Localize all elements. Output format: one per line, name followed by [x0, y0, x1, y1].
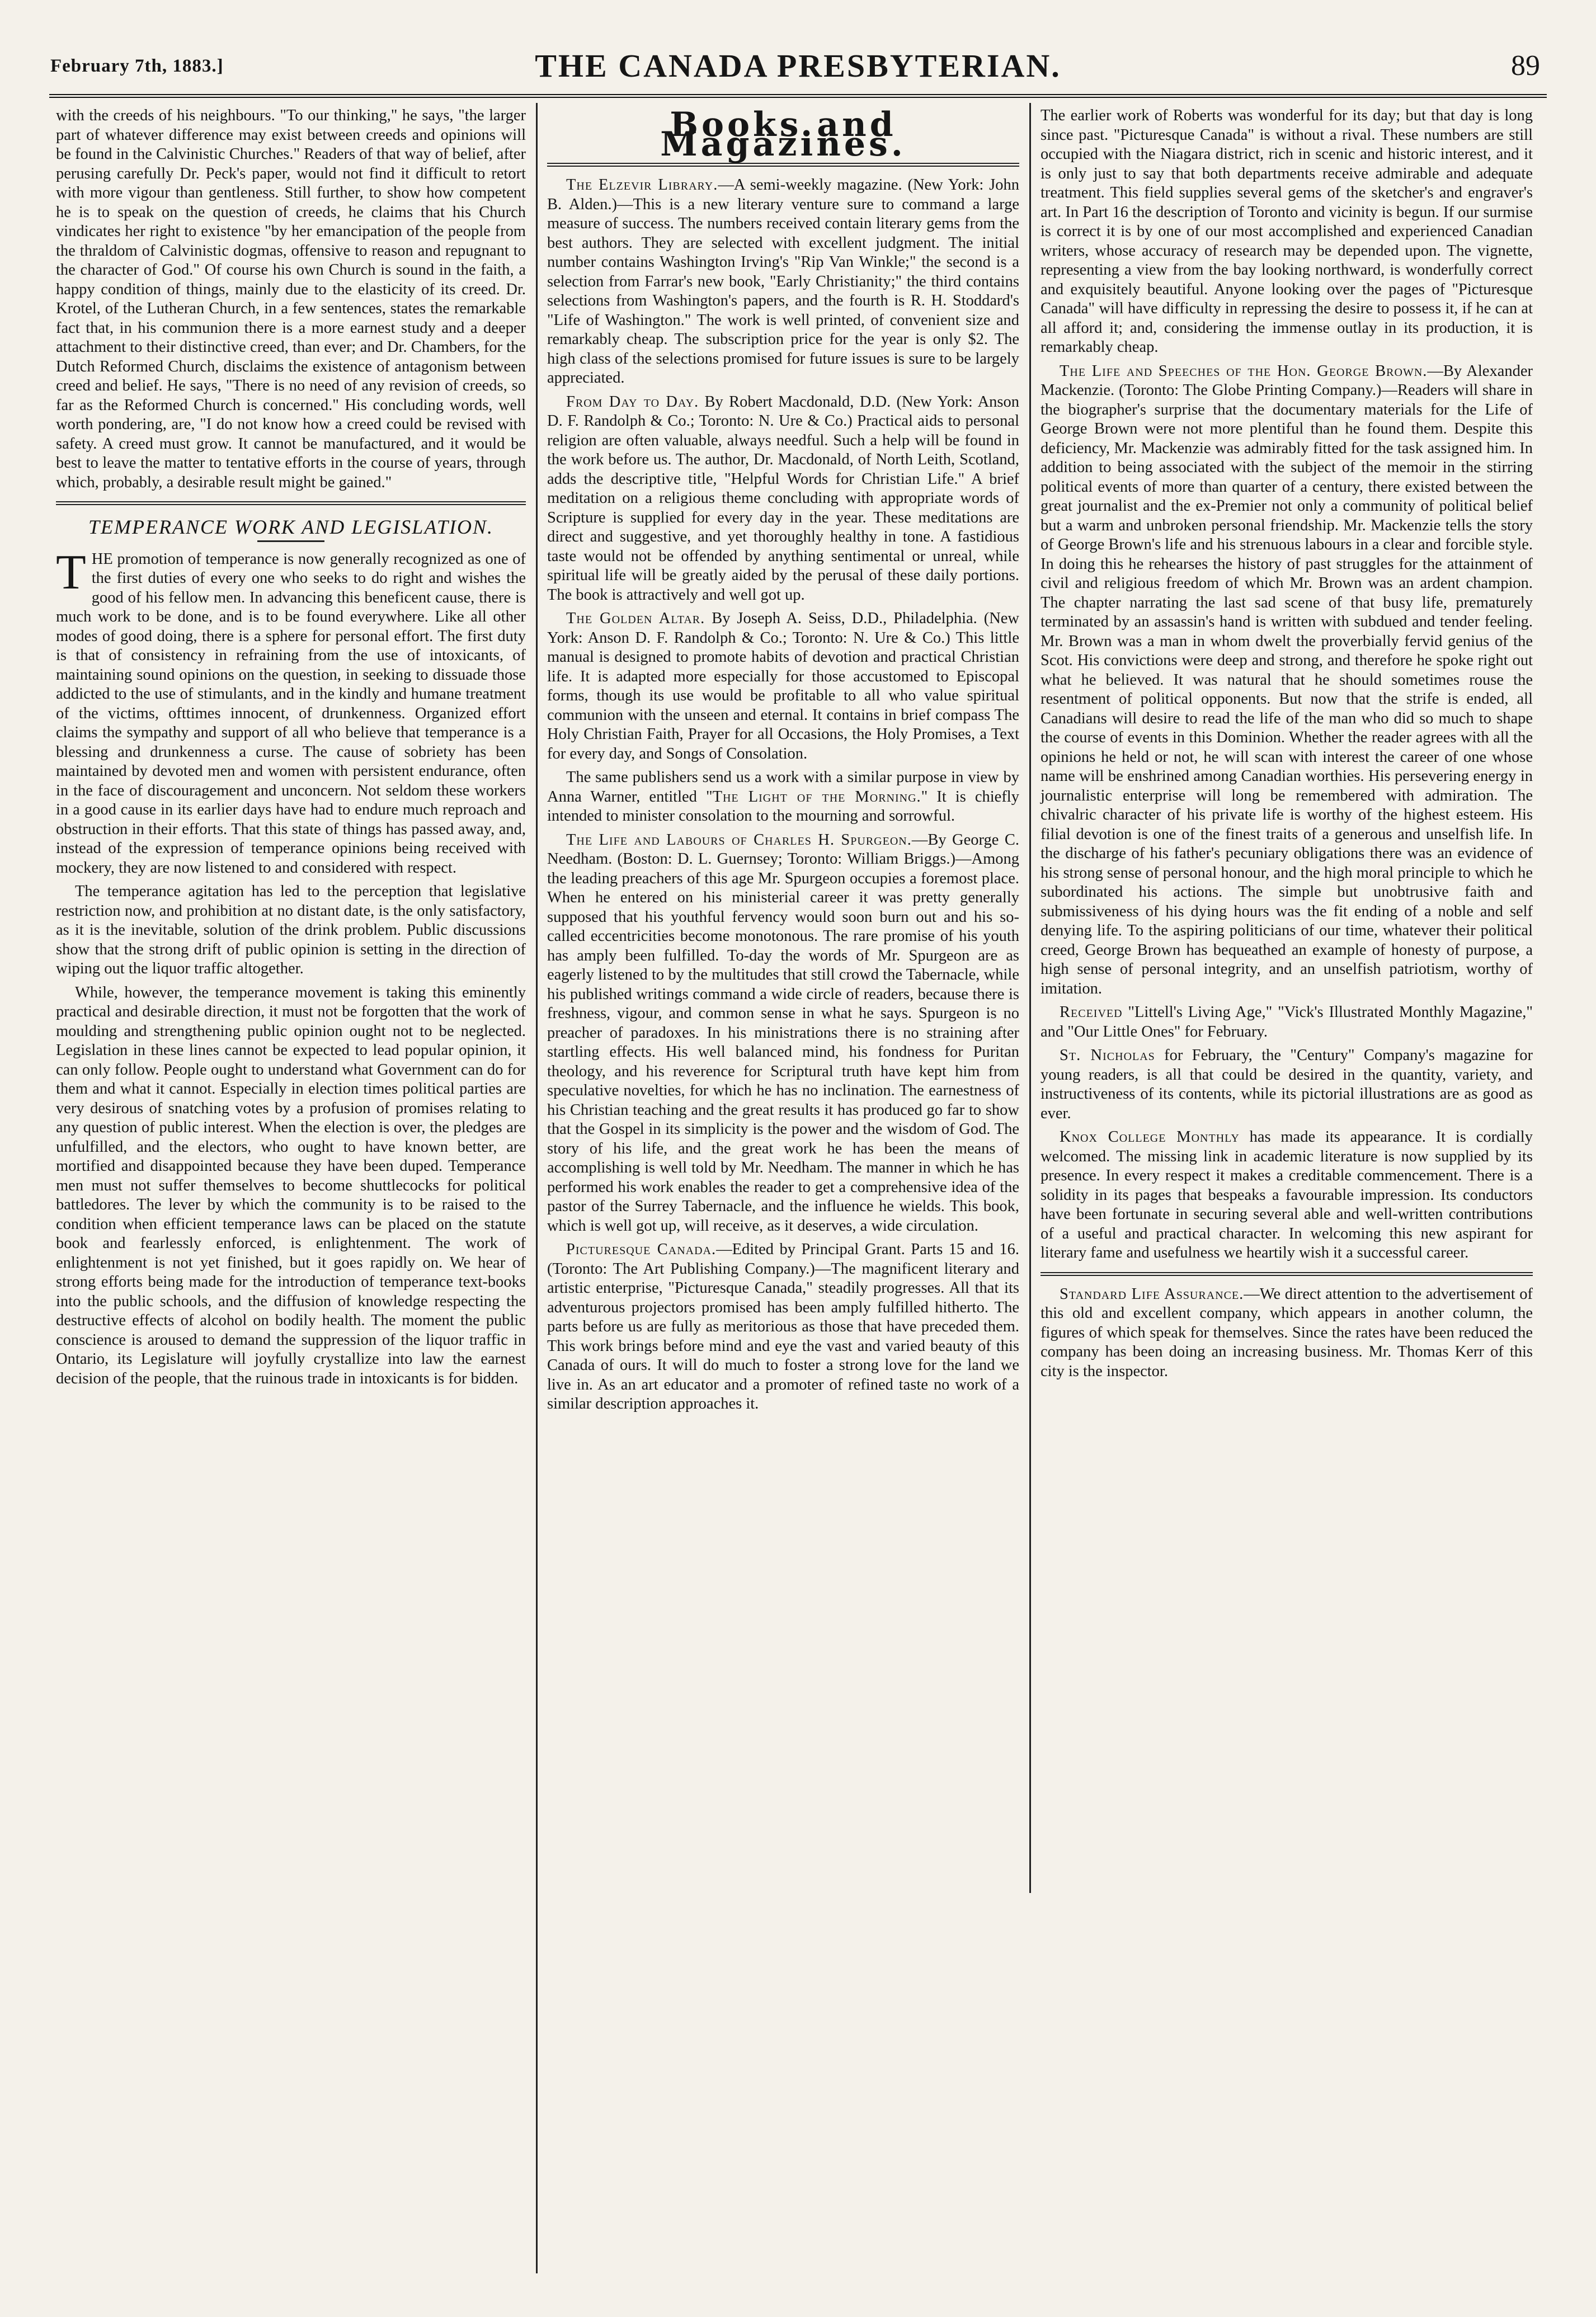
column-1	[56, 106, 526, 1393]
drop-cap: T	[56, 545, 86, 600]
temperance-paragraph-3: While, however, the temperance movement is taking this eminently practical and desirable direction, it must not be forgotten that the work of moulding and strengthening public opinion ought not to be neglected. Legislation in these lines cannot be expected to lead popular opinion, it can only follow. People ought to understand what Government can do for them and what it cannot. Especially in election times political parties are very desirous of snatching votes by a profusion of promises relating to any question of public interest. When the election is over, the pledges are unfulfilled, and the electors, who ought to have known better, are mortified and disappointed because they have been duped. Temperance men must not suffer themselves to become shuttlecocks for political battledores. The lever by which the community is to be raised to the condition when efficient temperance laws can be placed on the statute book and fearlessly enforced, is enlightenment. The work of enlightenment is not yet finished, but it goes rapidly on. We hear of strong efforts being made for the introduction of temperance text-books into the public schools, and the diffusion of knowledge respecting the destructive effects of alcohol on bodily health. The moment the public conscience is aroused to demand the suppression of the liquor traffic in Ontario, its Legislature will joyfully crystallize into law the earnest decision of the people, that the ruinous trade in intoxicants is for bidden.	[56, 983, 526, 1387]
column-3	[1041, 106, 1533, 1386]
column-rule-right	[1029, 103, 1031, 1893]
review-picturesque-canada: Picturesque Canada.—Edited by Principal Grant. Parts 15 and 16. (Toronto: The Art Publishing Company.)—The magnificent literary and artistic enterprise, "Picturesque Canada," steadily progresses. All that its adventurous projectors promised has been amply fulfilled hitherto. The parts before us are fully as meritorious as those that have preceded them. This work brings before mind and eye the vast and varied beauty of this Canada of ours. It will do much to foster a strong love for the land we live in. As an art educator and a promoter of refined taste no work of a similar description approaches it.	[547, 1241, 1019, 1412]
notice-standard-life: Standard Life Assurance.—We direct attention to the advertisement of this old and excellent company, which appears in another column, the figures of which speak for themselves. Since the rates have been reduced the company has been doing an increasing business. Mr. Thomas Kerr of this city is the inspector.	[1041, 1285, 1533, 1380]
review-george-brown: The Life and Speeches of the Hon. George Brown.—By Alexander Mackenzie. (Toronto: The Globe Printing Company.)—Readers will share in the biographer's surprise that the documentary materials for the Life of George Brown were not more plentiful than he found them. Despite this deficiency, Mr. Mackenzie was admirably fitted for the task assigned him. In addition to being associated with the subject of the memoir in the stirring political events of more than quarter of a century, there existed between the great journalist and the ex-Premier not only a community of political belief but a warm and unbroken personal friendship. Mr. Mackenzie tells the story of George Brown's life and his strenuous labours in a clear and forcible style. In doing this he rehearses the history of past struggles for the attainment of civil and religious freedom of which Mr. Brown was an ardent champion. The chapter narrating the last sad scene of that busy life, prematurely terminated by an assassin's hand is written with subdued and tender feeling. Mr. Brown was a man in whom dwelt the proverbially fervid genius of the Scot. His convictions were deep and strong, and therefore he spoke right out what he believed. It was natural that he should sometimes rouse the resentment of political opponents. But now that the strife is ended, all Canadians will desire to read the life of the man who did so much to shape the course of events in this Dominion. Whether the reader agrees with all the opinions he held or not, he will scan with interest the career of one whose name will be enshrined among Canadian worthies. His persevering energy in journalistic enterprise will long be remembered with admiration. The chivalric character of his private life is worthy of the highest esteem. His filial devotion is one of the finest traits of a generous and unselfish life. In the discharge of his father's pecuniary obligations there was an evidence of his strong sense of personal honour, and the high moral principle to which he subordinated his actions. The simple but unobtrusive faith and submissiveness of his dying hours was the fit ending of a noble and self denying life. To the aspiring politicians of our time, whatever their political creed, George Brown has bequeathed an example of honesty of purpose, a high sense of personal integrity, and an unselfish patriotism, worthy of imitation.	[1041, 362, 1533, 997]
temperance-paragraph-1: THE promotion of temperance is now generally recognized as one of the first duties of every one who seeks to do right and wishes the good of his fellow men. In advancing this beneficent cause, there is much work to be done, and is to be found everywhere. Like all other modes of good doing, there is a sphere for personal effort. The first duty is that of consistency in refraining from the use of intoxicants, of maintaining sound opinions on the question, in seeking to dissuade those addicted to the use of stimulants, and in the kindly and humane treatment of the victims, ofttimes innocent, of drunkenness. Organized effort claims the sympathy and support of all who believe that temperance is a blessing and drunkenness a curse. The cause of sobriety has been maintained by devoted men and women with persistent endurance, often in the face of discouragement and unconcern. Not seldom these workers in a good cause in its earlier days have had to endure much reproach and obstruction in their efforts. That this state of things has passed away, and, instead of the expression of temperance opinions being received with mockery, they are now listened to and considered with respect.	[56, 545, 526, 877]
picturesque-canada-continued: The earlier work of Roberts was wonderful for its day; but that day is long since past. "Picturesque Canada" is without a rival. These numbers are still occupied with the Niagara district, rich in scenic and historic interest, and it is only just to say that both departments receive admirable and adequate treatment. This field supplies several gems of the sketcher's and engraver's art. In Part 16 the description of Toronto and vicinity is begun. If our surmise is correct it is by one of our most accomplished and experienced Canadian writers, whose accuracy of research may be depended upon. The vignette, representing a view from the bay looking northward, is wonderfully correct and exquisitely beautiful. Anyone looking over the pages of "Picturesque Canada" will have difficulty in repressing the desire to possess it, if he can at all afford it; and, considering the immense outlay in its production, it is remarkably cheap.	[1041, 107, 1533, 356]
page-number: 89	[1511, 50, 1540, 82]
masthead-title: THE CANADA PRESBYTERIAN.	[535, 48, 1061, 84]
header-rule	[49, 94, 1547, 98]
column-2	[547, 106, 1019, 1419]
section-rule	[56, 501, 526, 505]
review-elzevir: The Elzevir Library.—A semi-weekly magazine. (New York: John B. Alden.)—This is a new literary venture sure to command a large measure of success. The numbers received contain literary gems from the best authors. They are selected with excellent judgment. The initial number contains Washington Irving's "Rip Van Winkle;" the second is a selection from Farrar's new book, "Early Christianity;" the third contains selections from Washington's papers, and the fourth is R. H. Stoddard's "Life of Washington." The work is well printed, of convenient size and remarkably cheap. The subscription price for the year is only $2. The high class of the selections promised for future issues is sure to be largely appreciated.	[547, 176, 1019, 387]
review-spurgeon: The Life and Labours of Charles H. Spurgeon.—By George C. Needham. (Boston: D. L. Guernsey; Toronto: William Briggs.)—Among the leading preachers of this age Mr. Spurgeon occupies a foremost place. When he entered on his ministerial career it was pretty generally supposed that his youthful fervency would soon burn out and his so-called eccentricities become monotonous. The rare promise of his youth has amply been fulfilled. To-day the words of Mr. Spurgeon are as eagerly listened to by the multitudes that still crowd the Tabernacle, while his published writings command a wide circle of readers, because there is freshness, vigour, and common sense in what he says. Spurgeon is no preacher of paradoxes. In his ministrations there is no straining after startling effects. His well balanced mind, his fondness for Puritan theology, and his reverence for Scriptural truth have kept him from speculative novelties, for which he has no inclination. The earnestness of his Christian teaching and the great results it has produced go far to show that the Gospel in its simplicity is the power and the wisdom of God. The story of his life, and the great work he has been the means of accomplishing is well told by Mr. Needham. The manner in which he has performed his work enables the reader to get a comprehensive idea of the pastor of the Surrey Tabernacle, and the influence he wields. This book, which is well got up, will receive, as it deserves, a wide circulation.	[547, 831, 1019, 1235]
heading-underline	[257, 540, 324, 542]
notice-st-nicholas: St. Nicholas for February, the "Century" Company's magazine for young readers, is all that could be desired in the quantity, variety, and instructiveness of its contents, while its pictorial illustrations are as good as ever.	[1041, 1047, 1533, 1122]
section-rule	[1041, 1272, 1533, 1276]
column-rule-left	[536, 103, 538, 2273]
temperance-heading: TEMPERANCE WORK AND LEGISLATION.	[88, 516, 493, 538]
temperance-paragraph-2: The temperance agitation has led to the perception that legislative restriction now, and prohibition at no distant date, is the only satisfactory, as it is the inevitable, solution of the drink problem. Public discussions show that the strong drift of public opinion is setting in the direction of wiping out the liquor traffic altogether.	[56, 883, 526, 977]
review-light-of-morning: The same publishers send us a work with a similar purpose in view by Anna Warner, entitled "The Light of the Morning." It is chiefly intended to minister consolation to the mourning and sorrowful.	[547, 769, 1019, 825]
issue-date: February 7th, 1883.]	[50, 56, 224, 76]
review-day-to-day: From Day to Day. By Robert Macdonald, D.D. (New York: Anson D. F. Randolph & Co.; Toronto: N. Ure & Co.) Practical aids to personal religion are often valuable, always needful. Such a help will be found in the work before us. The author, Dr. Macdonald, of North Leith, Scotland, adds the descriptive title, "Helpful Words for Christian Life." A brief meditation on a religious theme concluding with appropriate words of Scripture is supplied for every day in the year. These meditations are direct and suggestive, and yet thoroughly healthy in tone. A fastidious taste would not be offended by anything sentimental or unreal, while spiritual life will be greatly aided by the perusal of these daily portions. The book is attractively and well got up.	[547, 393, 1020, 604]
notice-received: Received "Littell's Living Age," "Vick's Illustrated Monthly Magazine," and "Our Little Ones" for February.	[1041, 1004, 1533, 1040]
notice-knox-college-monthly: Knox College Monthly has made its appearance. It is cordially welcomed. The missing link in academic literature is now supplied by its presence. In every respect it makes a creditable commencement. There is a solidity in its pages that bespeaks a favourable impression. Its conductors have been fortunate in securing several able and well-written contributions of a useful and practical character. In welcoming this new aspirant for literary fame and usefulness we heartily wish it a successful career.	[1041, 1128, 1533, 1261]
creeds-article-ending: with the creeds of his neighbours. "To our thinking," he says, "the larger part of whatever difference may exist between creeds and opinions will be found in the Calvinistic Churches." Readers of that way of belief, after perusing carefully Dr. Peck's paper, would not find it difficult to retort with more vigour than gentleness. Still further, to show how competent he is to speak on the question of creeds, he claims that his Church vindicates her right to existence "by her emancipation of the people from the thraldom of Calvinistic dogmas, offensive to reason and repugnant to the character of God." Of course his own Church is sound in the faith, a happy condition of things, mainly due to the elasticity of its creed. Dr. Krotel, of the Lutheran Church, in a few sentences, states the remarkable fact that, in his communion there is a more earnest study and a deeper attachment to their distinctive creed, than ever; and Dr. Chambers, for the Dutch Reformed Church, disclaims the existence of antagonism between creed and belief. He says, "There is no need of any revision of creeds, so far as the Reformed Church is concerned." His concluding words, well worth pondering, are, "I do not know how a creed could be revised with safety. A creed must grow. It cannot be manufactured, and it would be best to leave the matter to tentative efforts in the course of years, through which, probably, a desirable result might be gained."	[56, 107, 526, 491]
review-golden-altar: The Golden Altar. By Joseph A. Seiss, D.D., Philadelphia. (New York: Anson D. F. Randolph & Co.; Toronto: N. Ure & Co.) This little manual is designed to promote habits of devotion and practical Christian life. It is adapted more especially for those accustomed to Episcopal forms, though its use would be profitable to all who value spiritual communion with the unseen and eternal. It contains in brief compass The Holy Christian Faith, Prayer for all Occasions, the Holy Promises, a Text for every day, and Songs of Consolation.	[547, 610, 1020, 762]
books-magazines-heading: Books and Magazines.	[660, 105, 906, 164]
